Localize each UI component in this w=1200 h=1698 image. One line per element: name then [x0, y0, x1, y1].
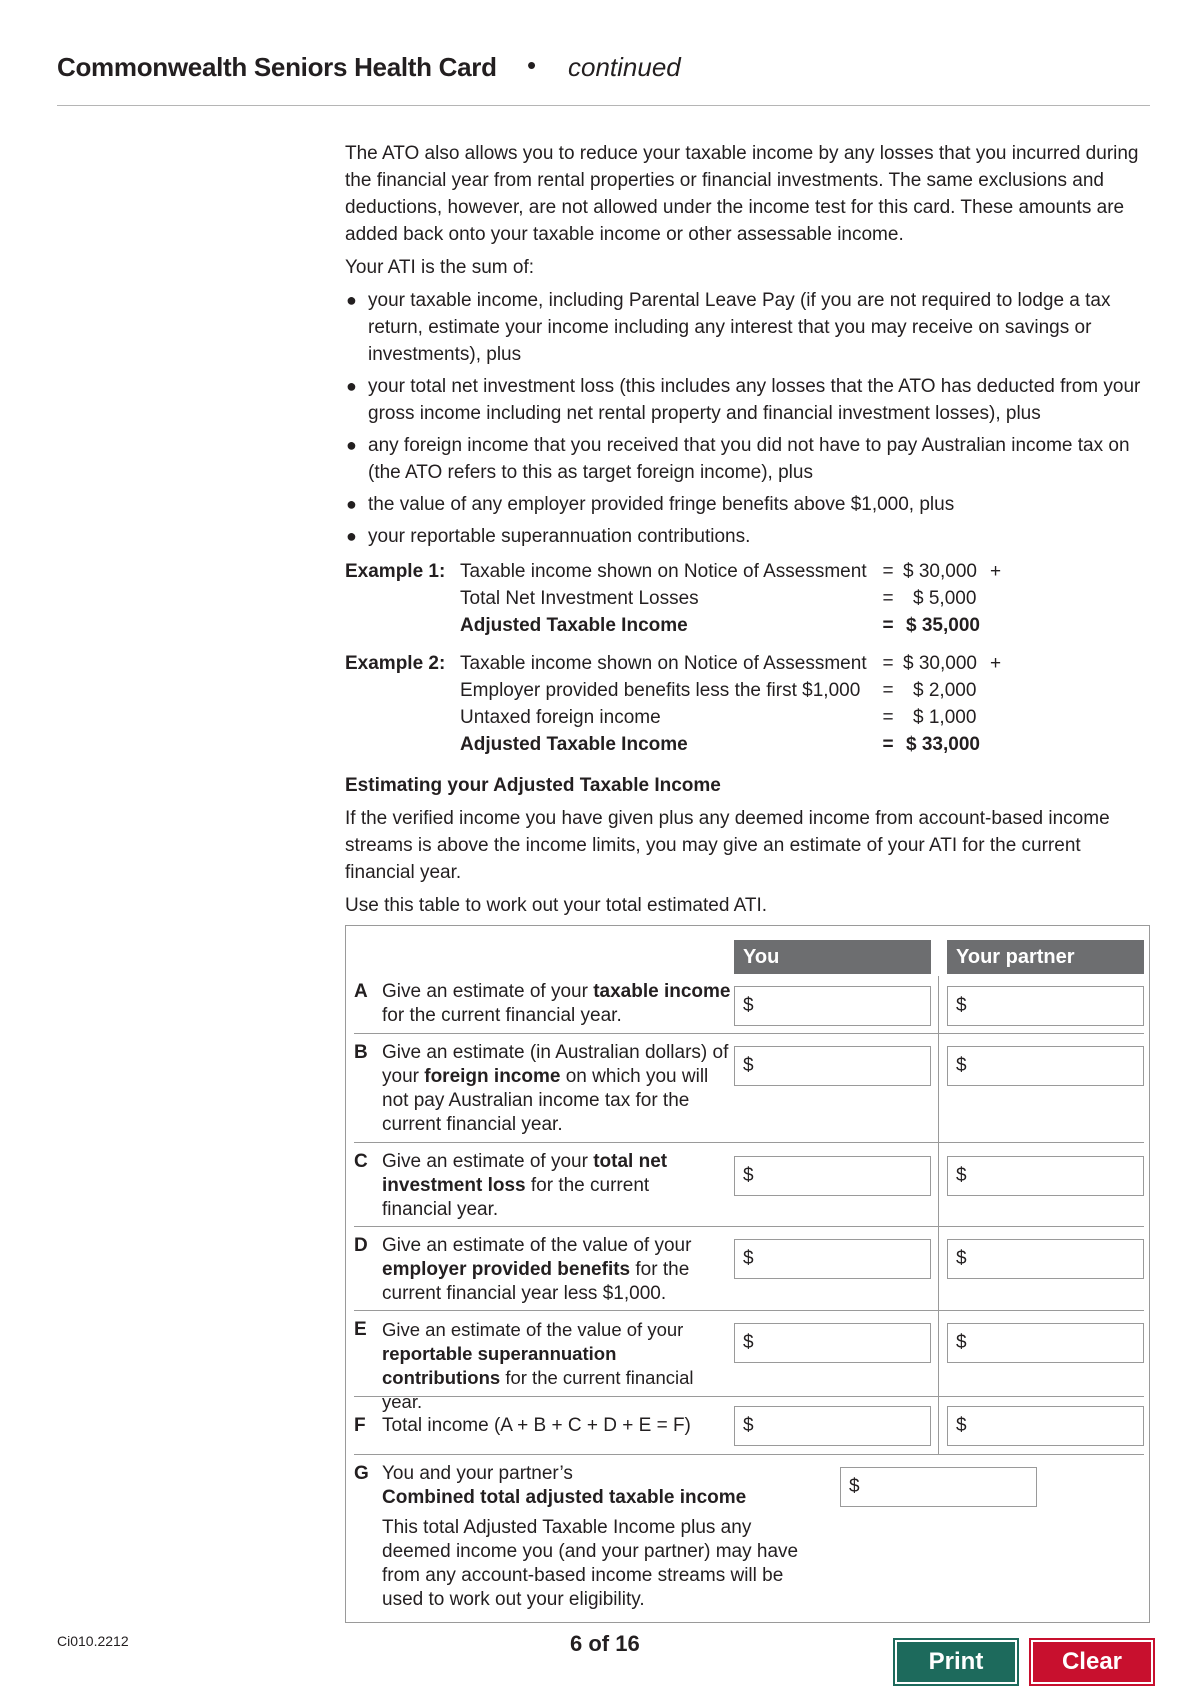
row-letter: C — [354, 1151, 368, 1172]
page-title: Commonwealth Seniors Health Card — [57, 52, 497, 82]
row-a-text: Give an estimate of your taxable income for the current financial year. — [382, 981, 731, 1026]
partner-investment-loss-field[interactable]: $ — [947, 1156, 1144, 1196]
example-row: Example 1: Taxable income shown on Notice of Assessment = $ 30,000 + — [345, 558, 1155, 585]
list-item: ● your total net investment loss (this includes any losses that the ATO has deducted from your gross income including net rental property and financial investment losses), plus — [345, 373, 1155, 427]
row-divider — [354, 1033, 1144, 1034]
column-header-you: You — [734, 940, 931, 974]
example-total-row: Adjusted Taxable Income = $ 35,000 — [460, 615, 980, 636]
example-row: Employer provided benefits less the first $1,000 = $ 2,000 — [460, 680, 977, 701]
row-letter: D — [354, 1235, 368, 1256]
row-c-text: Give an estimate of your total net investment loss for the current financial year. — [382, 1151, 668, 1220]
example-row: Example 2: Taxable income shown on Notice of Assessment = $ 30,000 + — [345, 650, 1155, 677]
you-investment-loss-field[interactable]: $ — [734, 1156, 931, 1196]
main-content — [345, 140, 1155, 925]
you-taxable-income-field[interactable]: $ — [734, 986, 931, 1026]
page-number: 6 of 16 — [570, 1631, 640, 1656]
combined-ati-field[interactable]: $ — [840, 1467, 1037, 1507]
page-header — [57, 50, 1150, 106]
intro-paragraph: The ATO also allows you to reduce your taxable income by any losses that you incurred during the financial year from rental properties or financial investments. The same exclusions and deductions, however, are not allowed under the income test for this card. These amounts are added back onto your taxable income or other assessable income. — [345, 143, 1139, 245]
example-1 — [345, 558, 1155, 639]
bullet-icon: ● — [346, 435, 357, 455]
example-label: Example 1: — [345, 561, 446, 582]
list-item: ● your taxable income, including Parental Leave Pay (if you are not required to lodge a tax return, estimate your income including any interest that you may receive on savings or investments), plus — [345, 287, 1155, 368]
ati-estimate-form — [345, 925, 1150, 1623]
partner-foreign-income-field[interactable]: $ — [947, 1046, 1144, 1086]
list-item: ● the value of any employer provided fringe benefits above $1,000, plus — [345, 491, 1155, 518]
row-e-text: Give an estimate of the value of your reportable superannuation contributions for the current financial year. — [382, 1319, 694, 1412]
continued-label: continued — [568, 52, 681, 82]
example-row: Untaxed foreign income = $ 1,000 — [460, 707, 977, 728]
row-letter: E — [354, 1319, 367, 1340]
example-2 — [345, 650, 1155, 758]
section-heading: Estimating your Adjusted Taxable Income — [345, 775, 721, 796]
row-letter: F — [354, 1415, 366, 1436]
row-f-text: Total income (A + B + C + D + E = F) — [382, 1415, 691, 1436]
you-foreign-income-field[interactable]: $ — [734, 1046, 931, 1086]
bullet-separator: • — [527, 50, 537, 80]
row-divider — [354, 1310, 1144, 1311]
bullet-icon: ● — [346, 290, 357, 310]
you-super-contributions-field[interactable]: $ — [734, 1323, 931, 1363]
example-total-row: Adjusted Taxable Income = $ 33,000 — [460, 734, 980, 755]
row-letter: A — [354, 981, 368, 1002]
row-b-text: Give an estimate (in Australian dollars) of your foreign income on which you will not pay Australian income tax for the current financial year. — [382, 1042, 729, 1135]
row-g-note: This total Adjusted Taxable Income plus any deemed income you (and your partner) may have from any account-based income streams will be used to work out your eligibility. — [382, 1517, 799, 1610]
row-letter: G — [354, 1463, 369, 1484]
you-total-income-field[interactable]: $ — [734, 1406, 931, 1446]
partner-total-income-field[interactable]: $ — [947, 1406, 1144, 1446]
example-row: Total Net Investment Losses = $ 5,000 — [460, 588, 977, 609]
example-label: Example 2: — [345, 653, 446, 674]
table-instruction: Use this table to work out your total estimated ATI. — [345, 895, 768, 916]
estimating-paragraph: If the verified income you have given plus any deemed income from account-based income streams is above the income limits, you may give an estimate of your ATI for the current financial year. — [345, 808, 1110, 883]
print-button[interactable]: Print — [895, 1640, 1017, 1684]
you-employer-benefits-field[interactable]: $ — [734, 1239, 931, 1279]
bullet-icon: ● — [346, 494, 357, 514]
row-divider — [354, 1454, 1144, 1455]
row-g-text: You and your partner’s Combined total adjusted taxable income This total Adjusted Taxable Income plus any deemed income you (and your partner) may have from any account-based income streams will be used to work out your eligibility. — [382, 1462, 822, 1612]
clear-button[interactable]: Clear — [1031, 1640, 1153, 1684]
ati-components-list — [345, 287, 1155, 550]
list-item: ● your reportable superannuation contributions. — [345, 523, 1155, 550]
row-divider — [354, 1142, 1144, 1143]
partner-employer-benefits-field[interactable]: $ — [947, 1239, 1144, 1279]
list-item: ● any foreign income that you received that you did not have to pay Australian income tax on (the ATO refers to this as target foreign income), plus — [345, 432, 1155, 486]
partner-taxable-income-field[interactable]: $ — [947, 986, 1144, 1026]
bullet-icon: ● — [346, 526, 357, 546]
form-code: Ci010.2212 — [57, 1633, 129, 1649]
column-divider — [938, 1384, 939, 1454]
row-letter: B — [354, 1042, 368, 1063]
column-divider — [938, 976, 939, 1384]
column-header-partner: Your partner — [947, 940, 1144, 974]
bullet-icon: ● — [346, 376, 357, 396]
ati-sum-intro: Your ATI is the sum of: — [345, 257, 535, 278]
row-d-text: Give an estimate of the value of your employer provided benefits for the current financial year less $1,000. — [382, 1235, 692, 1304]
row-divider — [354, 1226, 1144, 1227]
partner-super-contributions-field[interactable]: $ — [947, 1323, 1144, 1363]
